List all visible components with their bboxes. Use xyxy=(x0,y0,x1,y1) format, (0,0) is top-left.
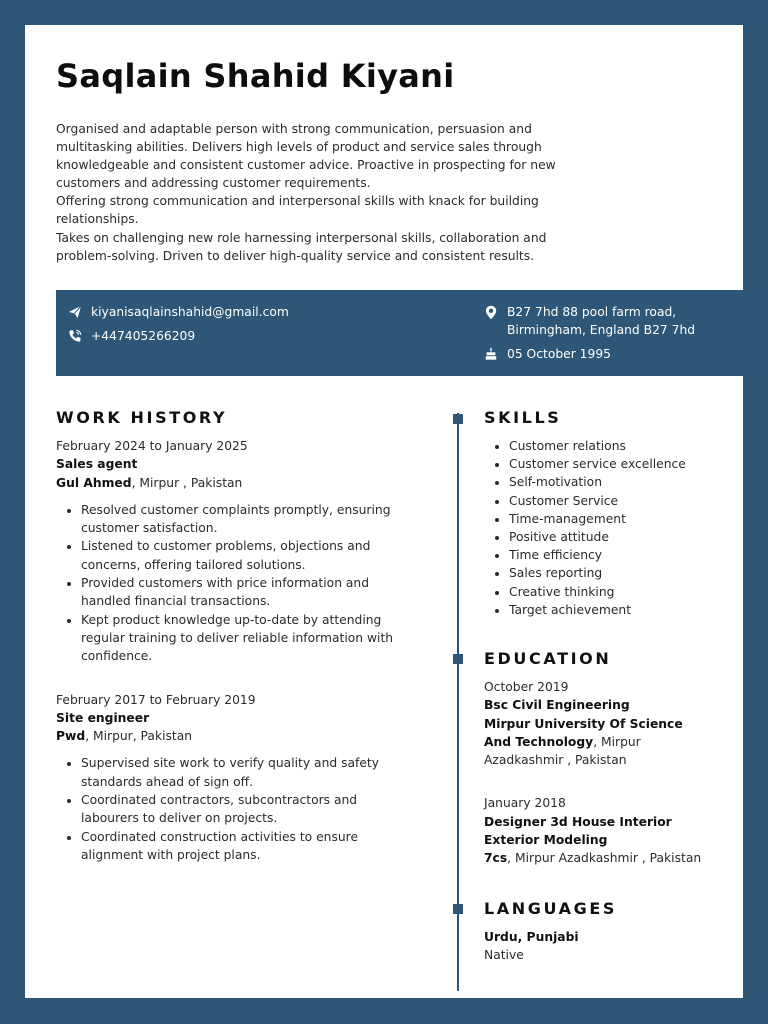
contact-email[interactable] xyxy=(68,303,289,321)
contact-dob xyxy=(484,345,611,363)
candidate-name: Saqlain Shahid Kiyani xyxy=(56,57,455,95)
education-institution: 7cs xyxy=(484,851,508,866)
job-employer: Pwd xyxy=(56,729,86,744)
birthday-cake-icon xyxy=(484,347,498,361)
skills-section xyxy=(484,405,714,619)
job-location: , Mirpur, Pakistan xyxy=(85,729,193,744)
right-column xyxy=(484,405,714,963)
phone-icon xyxy=(68,329,82,343)
skills-list xyxy=(484,437,714,619)
job-duties-list xyxy=(56,754,416,864)
list-item: • Listened to customer problems, objections and concerns, offering tailored solutions. xyxy=(81,537,416,574)
timeline-marker xyxy=(453,904,463,914)
phone-text: +447405266209 xyxy=(91,329,196,343)
job-dates: February 2017 to February 2019 xyxy=(56,692,256,707)
list-item: • Target achievement xyxy=(509,601,714,619)
list-item: • Kept product knowledge up-to-date by attending regular training to deliver reliable information with confidence. xyxy=(81,611,416,666)
section-title: WORK HISTORY xyxy=(56,408,228,427)
education-section xyxy=(484,646,714,868)
section-title: LANGUAGES xyxy=(484,899,617,918)
email-text: kiyanisaqlainshahid@gmail.com xyxy=(91,305,289,319)
summary-paragraph: Takes on challenging new role harnessing interpersonal skills, collaboration and problem-solving. Driven to deliver high-quality service and consistent results. xyxy=(56,230,547,263)
job-location: , Mirpur , Pakistan xyxy=(131,475,243,490)
education-institution-line xyxy=(484,849,714,867)
list-item: • Creative thinking xyxy=(509,583,714,601)
job-employer: Gul Ahmed xyxy=(56,475,132,490)
list-item: • Customer Service xyxy=(509,492,714,510)
education-degree: Bsc Civil Engineering xyxy=(484,698,630,713)
language-level: Native xyxy=(484,948,524,963)
summary-paragraph: Offering strong communication and interpersonal skills with knack for building relationships. xyxy=(56,194,539,227)
education-location: , Mirpur Azadkashmir , Pakistan xyxy=(507,851,702,866)
list-item: • Resolved customer complaints promptly, ensuring customer satisfaction. xyxy=(81,501,416,538)
education-date: October 2019 xyxy=(484,680,569,694)
professional-summary xyxy=(56,120,596,265)
section-title: EDUCATION xyxy=(484,649,612,668)
dob-text: 05 October 1995 xyxy=(507,347,611,361)
list-item: • Sales reporting xyxy=(509,564,714,582)
address-line-1: B27 7hd 88 pool farm road, xyxy=(507,305,677,319)
job-duties-list xyxy=(56,501,416,666)
job-employer-line xyxy=(56,727,416,745)
language-name: Urdu, Punjabi xyxy=(484,930,579,944)
list-item: • Time efficiency xyxy=(509,546,714,564)
list-item: • Time-management xyxy=(509,510,714,528)
timeline-marker xyxy=(453,654,463,664)
list-item: • Coordinated contractors, subcontractors and labourers to deliver on projects. xyxy=(81,791,416,828)
education-entry xyxy=(484,794,714,867)
paper-plane-icon xyxy=(68,305,82,319)
summary-paragraph: Organised and adaptable person with strong communication, persuasion and multitasking abilities. Delivers high levels of product and service sales through knowledgeable and consistent customer advice. Proactive in prospecting for new customers and addressing customer requirements. xyxy=(56,122,556,191)
job-entry xyxy=(56,437,416,666)
job-role: Site engineer xyxy=(56,710,150,725)
list-item: • Positive attitude xyxy=(509,528,714,546)
job-dates: February 2024 to January 2025 xyxy=(56,439,248,453)
list-item: • Supervised site work to verify quality and safety standards ahead of sign off. xyxy=(81,754,416,791)
education-date: January 2018 xyxy=(484,796,566,811)
language-entry xyxy=(484,928,714,965)
job-employer-line xyxy=(56,474,416,492)
location-pin-icon xyxy=(484,305,498,320)
education-entry xyxy=(484,678,714,769)
contact-bar xyxy=(56,290,743,376)
list-item: • Self-motivation xyxy=(509,473,714,491)
list-item: • Customer service excellence xyxy=(509,455,714,473)
languages-section xyxy=(484,896,714,965)
address-line-2: Birmingham, England B27 7hd xyxy=(507,323,696,337)
contact-phone[interactable] xyxy=(68,327,195,345)
timeline-marker xyxy=(453,414,463,424)
job-entry xyxy=(56,691,416,865)
contact-address xyxy=(484,303,695,339)
education-degree: Designer 3d House Interior Exterior Modeling xyxy=(484,814,672,848)
list-item: • Customer relations xyxy=(509,437,714,455)
work-history-section xyxy=(56,405,416,864)
education-location: , Mirpur Azadkashmir , Pakistan xyxy=(484,734,641,768)
list-item: • Coordinated construction activities to ensure alignment with project plans. xyxy=(81,828,416,865)
education-institution: Mirpur University Of Science And Technology xyxy=(484,716,683,749)
education-institution-line xyxy=(484,715,714,770)
section-title: SKILLS xyxy=(484,408,562,427)
job-role: Sales agent xyxy=(56,457,138,472)
list-item: • Provided customers with price information and handled financial transactions. xyxy=(81,574,416,611)
resume-page xyxy=(25,25,743,998)
